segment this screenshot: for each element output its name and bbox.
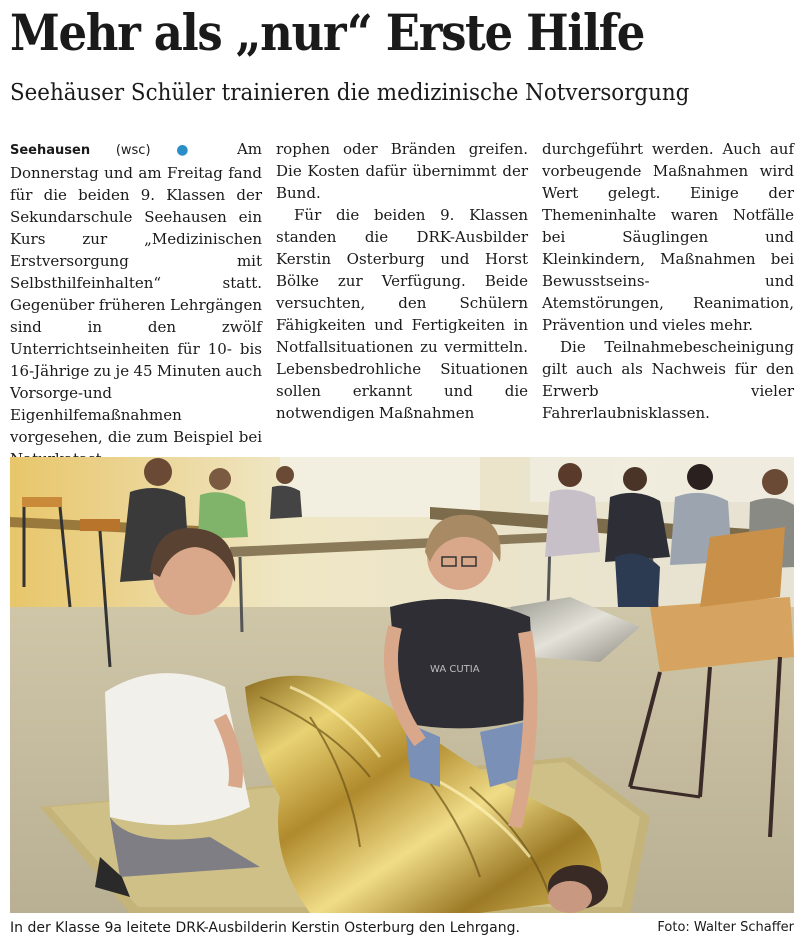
article-headline: Mehr als „nur“ Erste Hilfe bbox=[10, 3, 645, 62]
shirt-print: WA CUTIA bbox=[430, 664, 480, 675]
dateline-source: (wsc) bbox=[90, 143, 177, 158]
article-column-1 bbox=[10, 138, 262, 446]
photo-credit: Foto: Walter Schaffer bbox=[657, 920, 794, 935]
backpack bbox=[615, 554, 660, 607]
window bbox=[280, 457, 480, 517]
article-body bbox=[10, 138, 794, 446]
article-paragraph: Für die beiden 9. Klassen standen die DRK-Ausbilder Kerstin Osterburg und Horst Bölke zur Verfügung. Beide versuchten, den Schülern Fähigkeiten und Fertigkeiten in Notfallsituationen zu vermitteln. Lebensbedrohliche Situationen sollen erkannt und die notwendigen Maßnahmen bbox=[276, 206, 528, 422]
classroom-photo-illustration bbox=[10, 457, 794, 913]
article-column-3 bbox=[542, 138, 794, 438]
article-subheadline: Seehäuser Schüler trainieren die medizinische Notversorgung bbox=[10, 80, 690, 106]
paragraph-text: Am Donnerstag und am Freitag fand für die beiden 9. Klassen der Sekundarschule Seehausen ein Kurs zur „Medizinischen Erstversorgung mit Selbsthilfeinhalten“ statt. Gegenüber früheren Lehrgängen sind in den zwölf Unterrichtseinheiten für 10- bis 16-Jährige zu je 45 Minuten auch Vorsorge-und Eigenhilfemaßnahmen vorgesehen, die zum Beispiel bei bbox=[10, 140, 262, 446]
photo-caption bbox=[10, 918, 794, 940]
article-photo bbox=[10, 457, 794, 913]
article-column-2 bbox=[276, 138, 528, 438]
dateline-place: Seehausen bbox=[10, 143, 91, 158]
article-paragraph: rophen oder Bränden greifen. Die Kosten dafür übernimmt der Bund. bbox=[276, 140, 528, 202]
article-paragraph: Die Teilnahmebescheinigung gilt auch als Nachweis für den Erwerb vieler Fahrerlaubnisklassen. bbox=[542, 338, 794, 422]
caption-text: In der Klasse 9a leitete DRK-Ausbilderin Kerstin Osterburg den Lehrgang. bbox=[10, 920, 520, 936]
chair-back bbox=[700, 527, 785, 607]
article-paragraph bbox=[10, 138, 262, 470]
article-paragraph: durchgeführt werden. Auch auf vorbeugende Maßnahmen wird Wert gelegt. Einige der Themeninhalte waren Notfälle bei Säuglingen und Kleinkindern, Maßnahmen bei Bewusstseins- und Atemstörungen, Reanimation, Prävention und vieles mehr. bbox=[542, 140, 794, 334]
bullet-icon: ● bbox=[176, 142, 211, 158]
